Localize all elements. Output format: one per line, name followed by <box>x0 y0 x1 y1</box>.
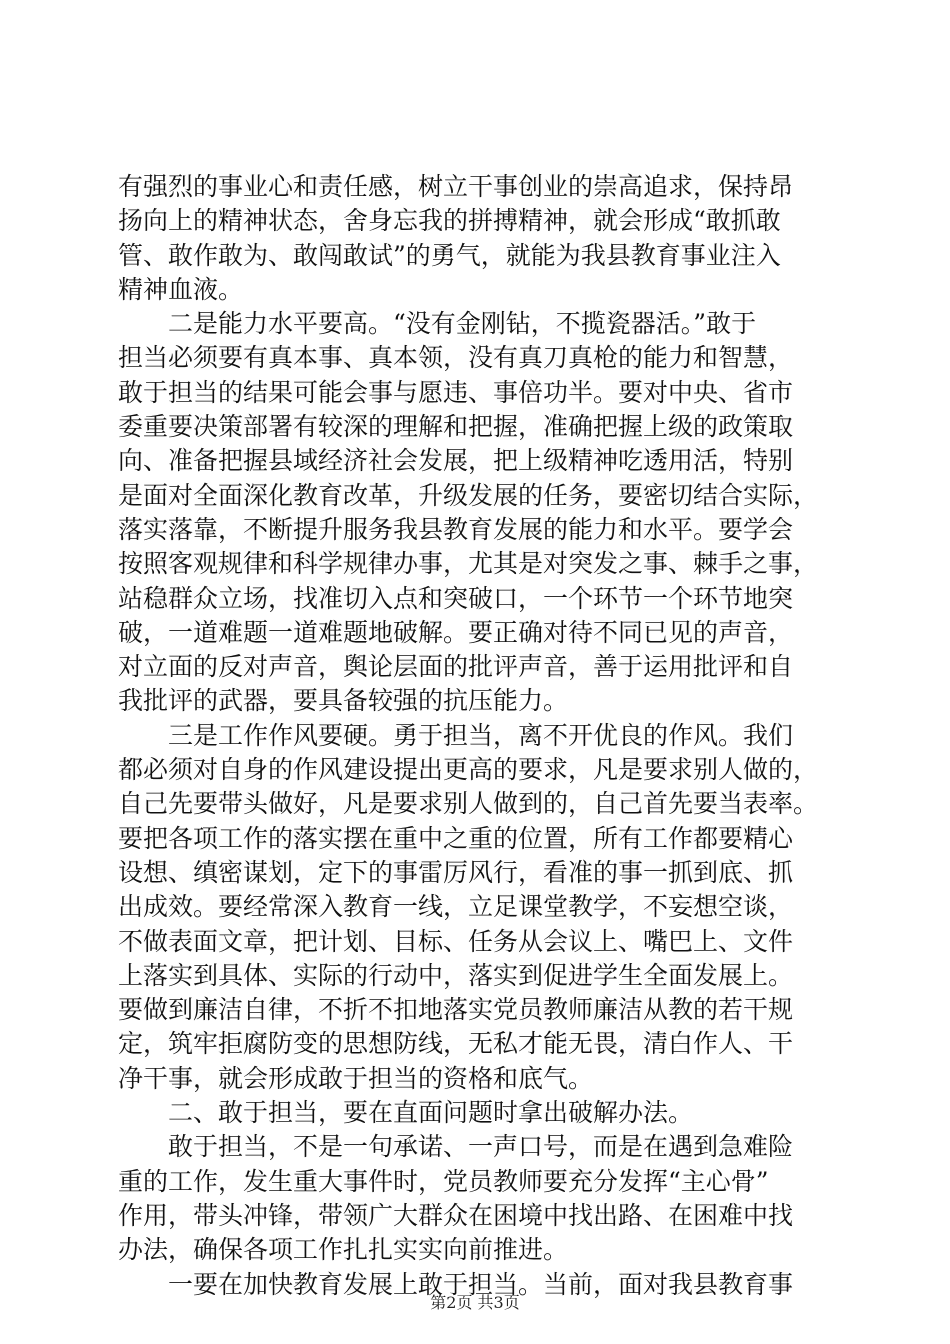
text-line: 站稳群众立场，找准切入点和突破口，一个环节一个环节地突 <box>118 583 794 613</box>
text-line: 破，一道难题一道难题地破解。要正确对待不同已见的声音， <box>118 617 794 647</box>
text-line: 落实落靠，不断提升服务我县教育发展的能力和水平。要学会 <box>118 514 794 544</box>
page-footer: 第2页 共3页 <box>430 1293 520 1312</box>
text-line: 自己先要带头做好，凡是要求别人做到的，自己首先要当表率。 <box>118 789 819 819</box>
text-line: 不做表面文章，把计划、目标、任务从会议上、嘴巴上、文件 <box>118 926 794 956</box>
text-line: 要做到廉洁自律，不折不扣地落实党员教师廉洁从教的若干规 <box>118 995 794 1025</box>
text-line: 扬向上的精神状态，舍身忘我的拼搏精神，就会形成“敢抓敢 <box>118 206 781 236</box>
text-line: 我批评的武器，要具备较强的抗压能力。 <box>118 686 569 716</box>
text-line: 一要在加快教育发展上敢于担当。当前，面对我县教育事 <box>118 1269 794 1299</box>
text-line: 二是能力水平要高。“没有金刚钻，不揽瓷器活。”敢于 <box>118 309 757 339</box>
text-line: 三是工作作风要硬。勇于担当，离不开优良的作风。我们 <box>118 720 794 750</box>
text-line: 上落实到具体、实际的行动中，落实到促进学生全面发展上。 <box>118 960 794 990</box>
text-line: 敢于担当，不是一句承诺、一声口号，而是在遇到急难险 <box>118 1132 794 1162</box>
text-line: 出成效。要经常深入教育一线，立足课堂教学，不妄想空谈， <box>118 892 794 922</box>
text-line: 管、敢作敢为、敢闯敢试”的勇气，就能为我县教育事业注入 <box>118 240 781 270</box>
text-line: 重的工作，发生重大事件时，党员教师要充分发挥“主心骨” <box>118 1166 769 1196</box>
text-line: 二、敢于担当，要在直面问题时拿出破解办法。 <box>118 1098 694 1128</box>
text-line: 是面对全面深化教育改革，升级发展的任务，要密切结合实际， <box>118 480 819 510</box>
text-line: 定，筑牢拒腐防变的思想防线，无私才能无畏，清白作人、干 <box>118 1029 794 1059</box>
text-line: 担当必须要有真本事、真本领，没有真刀真枪的能力和智慧， <box>118 343 794 373</box>
text-line: 都必须对自身的作风建设提出更高的要求，凡是要求别人做的， <box>118 755 819 785</box>
text-line: 对立面的反对声音，舆论层面的批评声音，善于运用批评和自 <box>118 652 794 682</box>
text-line: 设想、缜密谋划，定下的事雷厉风行，看准的事一抓到底、抓 <box>118 857 794 887</box>
text-line: 委重要决策部署有较深的理解和把握，准确把握上级的政策取 <box>118 412 794 442</box>
text-line: 办法，确保各项工作扎扎实实向前推进。 <box>118 1235 569 1265</box>
text-line: 敢于担当的结果可能会事与愿违、事倍功半。要对中央、省市 <box>118 377 794 407</box>
text-line: 按照客观规律和科学规律办事，尤其是对突发之事、棘手之事， <box>118 549 819 579</box>
text-line: 向、准备把握县域经济社会发展，把上级精神吃透用活，特别 <box>118 446 794 476</box>
text-line: 精神血液。 <box>118 274 244 304</box>
text-line: 作用，带头冲锋，带领广大群众在困境中找出路、在困难中找 <box>118 1200 794 1230</box>
text-line: 净干事，就会形成敢于担当的资格和底气。 <box>118 1063 594 1093</box>
text-line: 要把各项工作的落实摆在重中之重的位置，所有工作都要精心 <box>118 823 794 853</box>
text-line: 有强烈的事业心和责任感，树立干事创业的崇高追求，保持昂 <box>118 172 794 201</box>
document-body <box>118 170 838 1302</box>
